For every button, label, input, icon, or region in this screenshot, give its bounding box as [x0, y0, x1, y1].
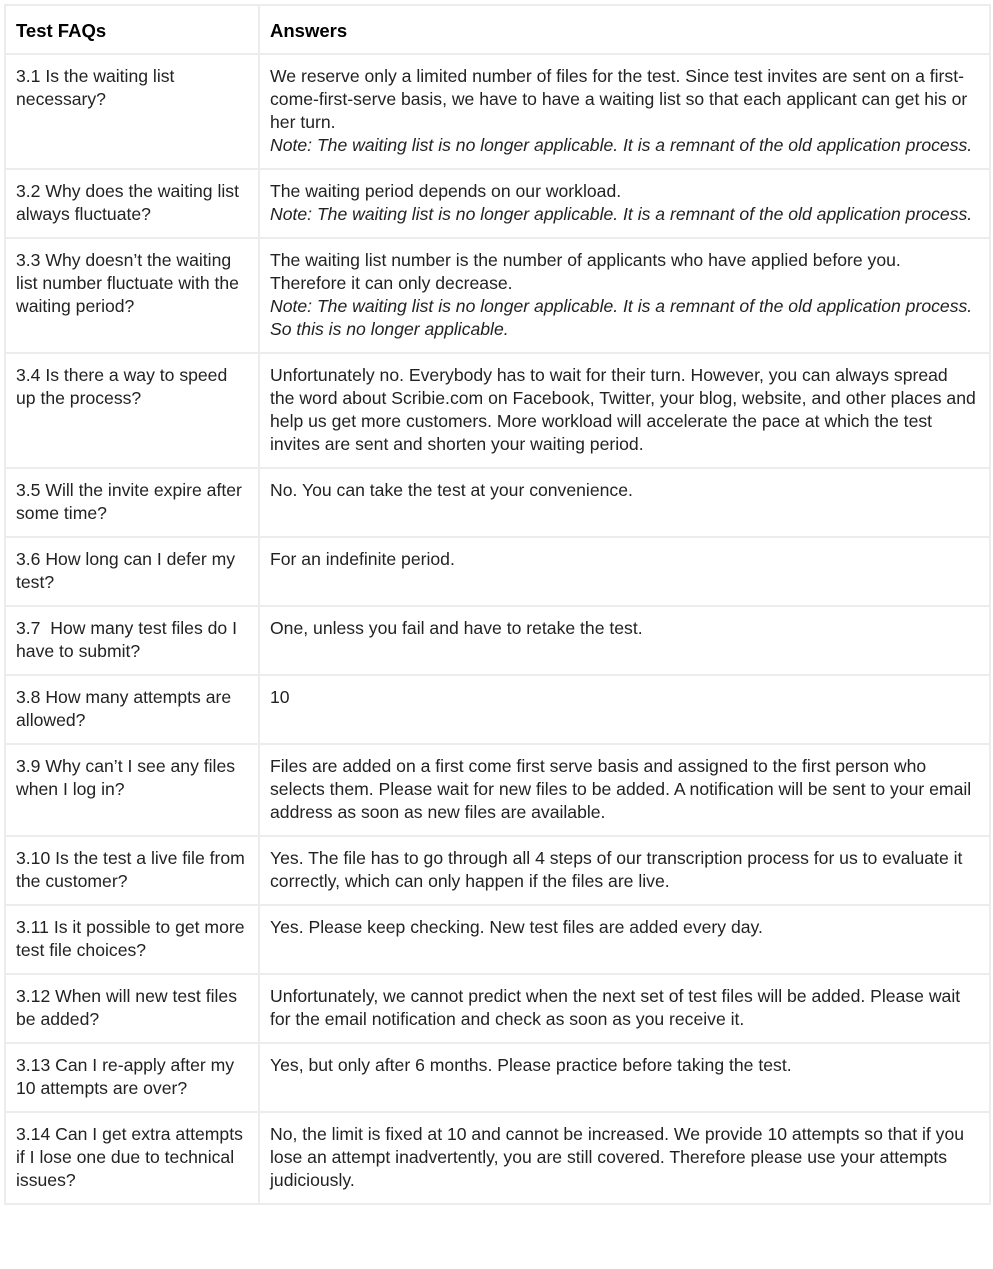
faq-question: 3.2 Why does the waiting list always fluctuate?: [5, 169, 259, 238]
table-header-row: [5, 5, 990, 54]
faq-question: 3.11 Is it possible to get more test file choices?: [5, 905, 259, 974]
faq-question: 3.3 Why doesn’t the waiting list number fluctuate with the waiting period?: [5, 238, 259, 353]
faq-answer: For an indefinite period.: [259, 537, 990, 606]
faq-table-container: [4, 4, 989, 1205]
table-row: [5, 836, 990, 905]
table-row: [5, 974, 990, 1043]
answer-note: Note: The waiting list is no longer applicable. It is a remnant of the old application process.: [270, 135, 973, 155]
faq-answer: [259, 54, 990, 169]
faq-question: 3.12 When will new test files be added?: [5, 974, 259, 1043]
faq-answer: Files are added on a first come first serve basis and assigned to the first person who selects them. Please wait for new files to be added. A notification will be sent to your email address as soon as new files are available.: [259, 744, 990, 836]
answer-note: Note: The waiting list is no longer applicable. It is a remnant of the old application process.: [270, 204, 973, 224]
header-test-faqs: Test FAQs: [5, 5, 259, 54]
faq-question: 3.1 Is the waiting list necessary?: [5, 54, 259, 169]
faq-answer: [259, 169, 990, 238]
faq-answer: Yes. The file has to go through all 4 steps of our transcription process for us to evaluate it correctly, which can only happen if the files are live.: [259, 836, 990, 905]
header-answers: Answers: [259, 5, 990, 54]
table-row: [5, 353, 990, 468]
faq-question: 3.14 Can I get extra attempts if I lose one due to technical issues?: [5, 1112, 259, 1204]
faq-answer: No. You can take the test at your convenience.: [259, 468, 990, 537]
table-row: [5, 744, 990, 836]
faq-answer: [259, 238, 990, 353]
faq-table: [4, 4, 991, 1205]
table-row: [5, 675, 990, 744]
faq-question: 3.9 Why can’t I see any files when I log in?: [5, 744, 259, 836]
faq-answer: Yes, but only after 6 months. Please practice before taking the test.: [259, 1043, 990, 1112]
table-row: [5, 1043, 990, 1112]
table-row: [5, 537, 990, 606]
faq-question: 3.8 How many attempts are allowed?: [5, 675, 259, 744]
faq-question: 3.4 Is there a way to speed up the process?: [5, 353, 259, 468]
answer-note: Note: The waiting list is no longer applicable. It is a remnant of the old application process. So this is no longer applicable.: [270, 296, 973, 339]
table-row: [5, 905, 990, 974]
table-row: [5, 238, 990, 353]
faq-question: 3.7 How many test files do I have to submit?: [5, 606, 259, 675]
faq-question: 3.10 Is the test a live file from the customer?: [5, 836, 259, 905]
faq-question: 3.13 Can I re-apply after my 10 attempts are over?: [5, 1043, 259, 1112]
faq-answer: Unfortunately no. Everybody has to wait for their turn. However, you can always spread the word about Scribie.com on Facebook, Twitter, your blog, website, and other places and help us get more customers. More workload will accelerate the pace at which the test invites are sent and shorten your waiting period.: [259, 353, 990, 468]
faq-question: 3.5 Will the invite expire after some time?: [5, 468, 259, 537]
faq-answer: No, the limit is fixed at 10 and cannot be increased. We provide 10 attempts so that if you lose an attempt inadvertently, you are still covered. Therefore please use your attempts judiciously.: [259, 1112, 990, 1204]
faq-answer: 10: [259, 675, 990, 744]
answer-text: The waiting period depends on our workload.: [270, 181, 622, 201]
faq-answer: Yes. Please keep checking. New test files are added every day.: [259, 905, 990, 974]
answer-text: The waiting list number is the number of applicants who have applied before you. Therefore it can only decrease.: [270, 250, 901, 293]
table-row: [5, 54, 990, 169]
table-row: [5, 1112, 990, 1204]
table-row: [5, 468, 990, 537]
table-row: [5, 606, 990, 675]
table-row: [5, 169, 990, 238]
faq-answer: One, unless you fail and have to retake the test.: [259, 606, 990, 675]
answer-text: We reserve only a limited number of files for the test. Since test invites are sent on a first-come-first-serve basis, we have to have a waiting list so that each applicant can get his or her turn.: [270, 66, 968, 132]
faq-answer: Unfortunately, we cannot predict when the next set of test files will be added. Please wait for the email notification and check as soon as you receive it.: [259, 974, 990, 1043]
faq-question: 3.6 How long can I defer my test?: [5, 537, 259, 606]
